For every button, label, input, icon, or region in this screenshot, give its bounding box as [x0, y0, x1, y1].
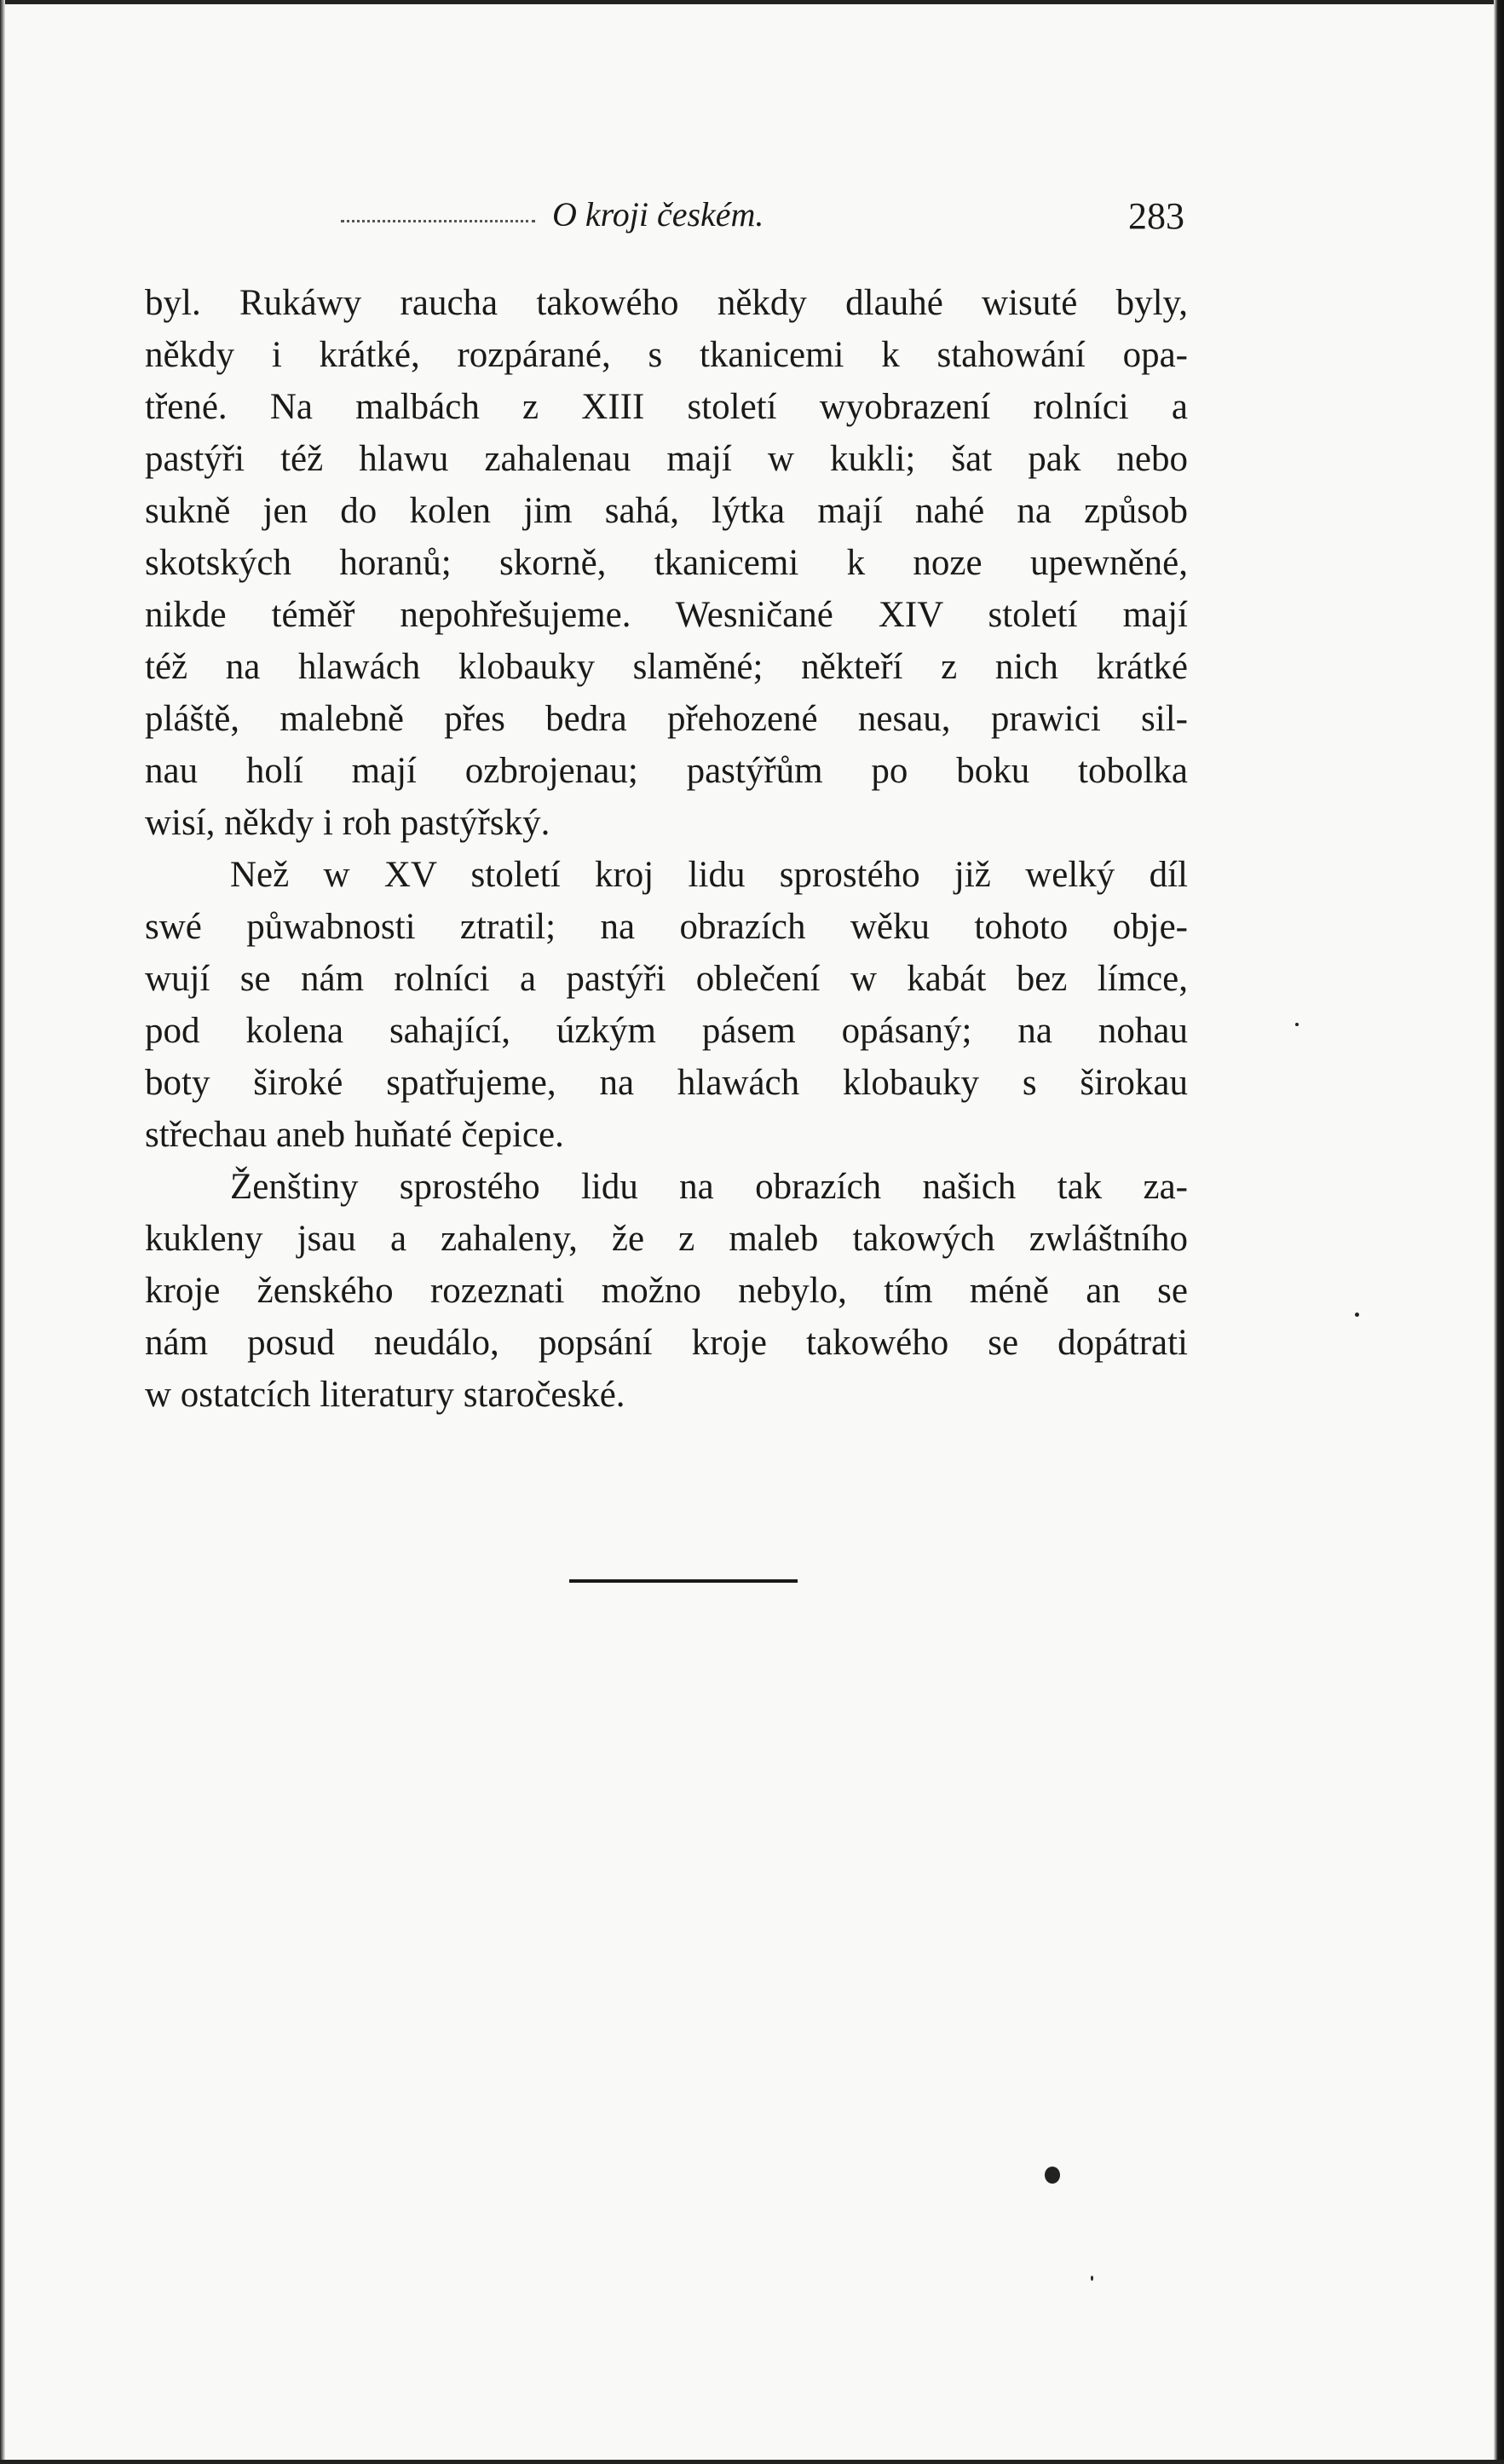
text-line: střechau aneb huňaté čepice. — [145, 1115, 564, 1155]
paragraph — [145, 277, 1188, 849]
text-line: někdy i krátké, rozpárané, s tkanicemi k stahowání opa- — [145, 335, 1188, 375]
text-line: wisí, někdy i roh pastýřský. — [145, 803, 550, 843]
text-line: pláště, malebně přes bedra přehozené nesau, prawici sil- — [145, 699, 1188, 739]
paragraph — [145, 849, 1188, 1161]
text-line: kukleny jsau a zahaleny, že z maleb takowých zwláštního — [145, 1219, 1188, 1259]
text-line: byl. Rukáwy raucha takowého někdy dlauhé wisuté byly, — [145, 283, 1188, 323]
text-line: Ženštiny sprostého lidu na obrazích našich tak za- — [230, 1167, 1188, 1207]
text-line: swé půwabnosti ztratil; na obrazích wěku tohoto obje- — [145, 907, 1188, 947]
text-line: nau holí mají ozbrojenau; pastýřům po boku tobolka — [145, 751, 1188, 791]
scan-speck — [1091, 2276, 1093, 2281]
scan-edge-bottom — [0, 2460, 1504, 2464]
head-ornament-rule — [341, 213, 535, 222]
page-number: 283 — [1128, 195, 1184, 237]
scan-speck — [1355, 1313, 1359, 1317]
running-head — [0, 194, 1504, 245]
scan-edge-right — [1494, 0, 1504, 2464]
paragraph — [145, 1161, 1188, 1421]
text-line: nám posud neudálo, popsání kroje takowého se dopátrati — [145, 1323, 1188, 1363]
text-line: Než w XV století kroj lidu sprostého již welký díl — [230, 855, 1188, 895]
text-line: boty široké spatřujeme, na hlawách klobauky s širokau — [145, 1063, 1188, 1103]
text-line: pod kolena sahající, úzkým pásem opásaný; na nohau — [145, 1011, 1188, 1051]
running-head-title: O kroji českém. — [552, 195, 764, 234]
scan-edge-top — [0, 0, 1504, 4]
text-line: sukně jen do kolen jim sahá, lýtka mají nahé na způsob — [145, 491, 1188, 531]
scan-edge-left — [0, 0, 5, 2464]
body-text — [145, 277, 1188, 1421]
text-line: též na hlawách klobauky slaměné; někteří z nich krátké — [145, 647, 1188, 687]
text-line: třené. Na malbách z XIII století wyobrazení rolníci a — [145, 387, 1188, 427]
text-line: nikde téměř nepohřešujeme. Wesničané XIV století mají — [145, 595, 1188, 635]
text-line: kroje ženského rozeznati možno nebylo, tím méně an se — [145, 1271, 1188, 1311]
text-line: pastýři též hlawu zahalenau mají w kukli; šat pak nebo — [145, 439, 1188, 479]
text-line: w ostatcích literatury staročeské. — [145, 1375, 625, 1415]
text-line: wují se nám rolníci a pastýři oblečení w kabát bez límce, — [145, 959, 1188, 999]
scan-speck — [1045, 2167, 1060, 2184]
scan-speck — [1295, 1023, 1299, 1026]
end-rule — [569, 1579, 798, 1583]
text-line: skotských horanů; skorně, tkanicemi k noze upewněné, — [145, 543, 1188, 583]
